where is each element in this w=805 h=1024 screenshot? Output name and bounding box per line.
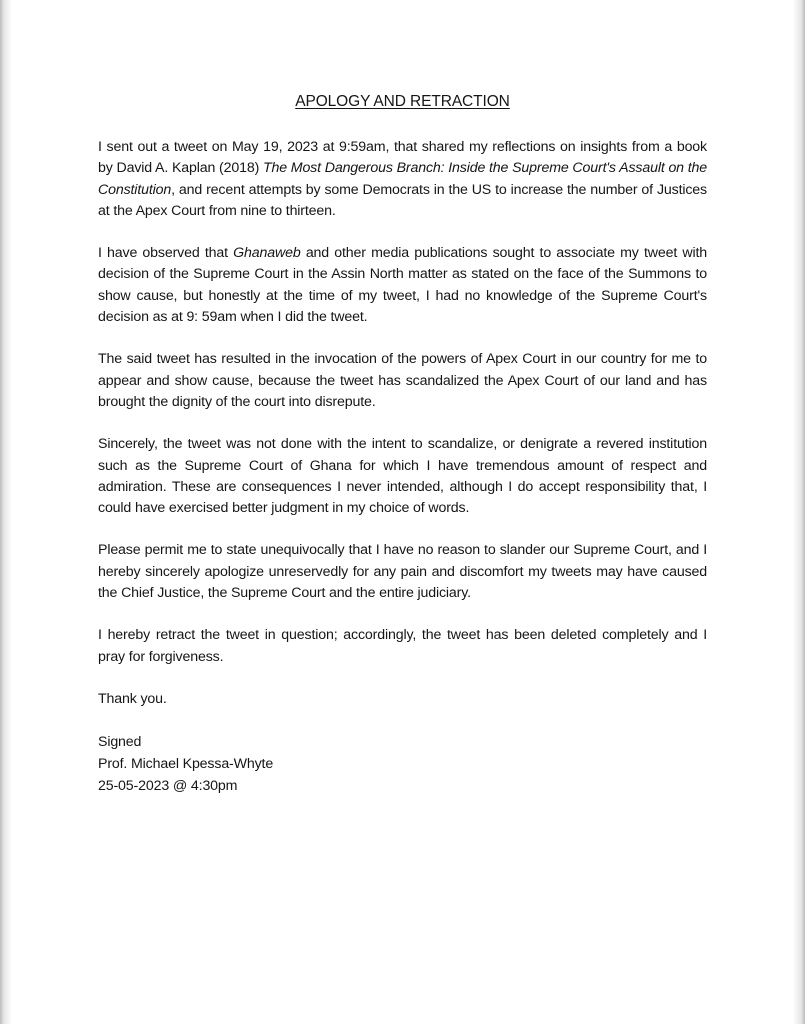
paragraph-retraction: I hereby retract the tweet in question; accordingly, the tweet has been deleted completely and I pray for forgiveness. [98,627,707,665]
paragraph-2-text-a: I have observed that [98,245,234,262]
paragraph-tweet-context [98,137,707,222]
publication-name: Ghanaweb [233,245,301,262]
paragraph-1-text-b: , and recent attempts by some Democrats in the US to increase the number of Justices at the Apex Court from nine to thirteen. [98,181,707,219]
signature-datetime: 25-05-2023 @ 4:30pm [98,778,238,795]
signature-block [98,731,707,797]
document-title: APOLOGY AND RETRACTION [295,93,510,110]
paragraph-media-association [98,243,707,328]
page-edge-left [0,0,12,1024]
paragraph-2-text-b: and other media publications sought to associate my tweet with decision of the Supreme Court in the Assin North matter as stated on the face of the Summons to show cause, but honestly at the time of my tweet, I had no knowledge of the Supreme Court's decision as at 9: 59am when I did the tweet. [98,245,707,326]
book-title: The Most Dangerous Branch: Inside the Supreme Court's Assault on the Constitution [98,160,708,198]
paragraph-1-text-a: I sent out a tweet on May 19, 2023 at 9:59am, that shared my reflections on insights from a book by David A. Kaplan (2018) [98,139,707,177]
paragraph-show-cause: The said tweet has resulted in the invocation of the powers of Apex Court in our country for me to appear and show cause, because the tweet has scandalized the Apex Court of our land and has brought the dignity of the court into disrepute. [98,351,707,410]
document-page [98,92,707,797]
signature-label: Signed [98,734,142,751]
paragraph-intent: Sincerely, the tweet was not done with the intent to scandalize, or denigrate a revered institution such as the Supreme Court of Ghana for which I have tremendous amount of respect and admiration. These are consequences I never intended, although I do accept responsibility that, I could have exercised better judgment in my choice of words. [98,436,707,517]
page-edge-right [793,0,805,1024]
paragraph-apology: Please permit me to state unequivocally that I have no reason to slander our Supreme Court, and I hereby sincerely apologize unreservedly for any pain and discomfort my tweets may have caused the Chief Justice, the Supreme Court and the entire judiciary. [98,542,707,602]
signatory-name: Prof. Michael Kpessa-Whyte [98,756,274,773]
closing-line: Thank you. [98,690,167,707]
